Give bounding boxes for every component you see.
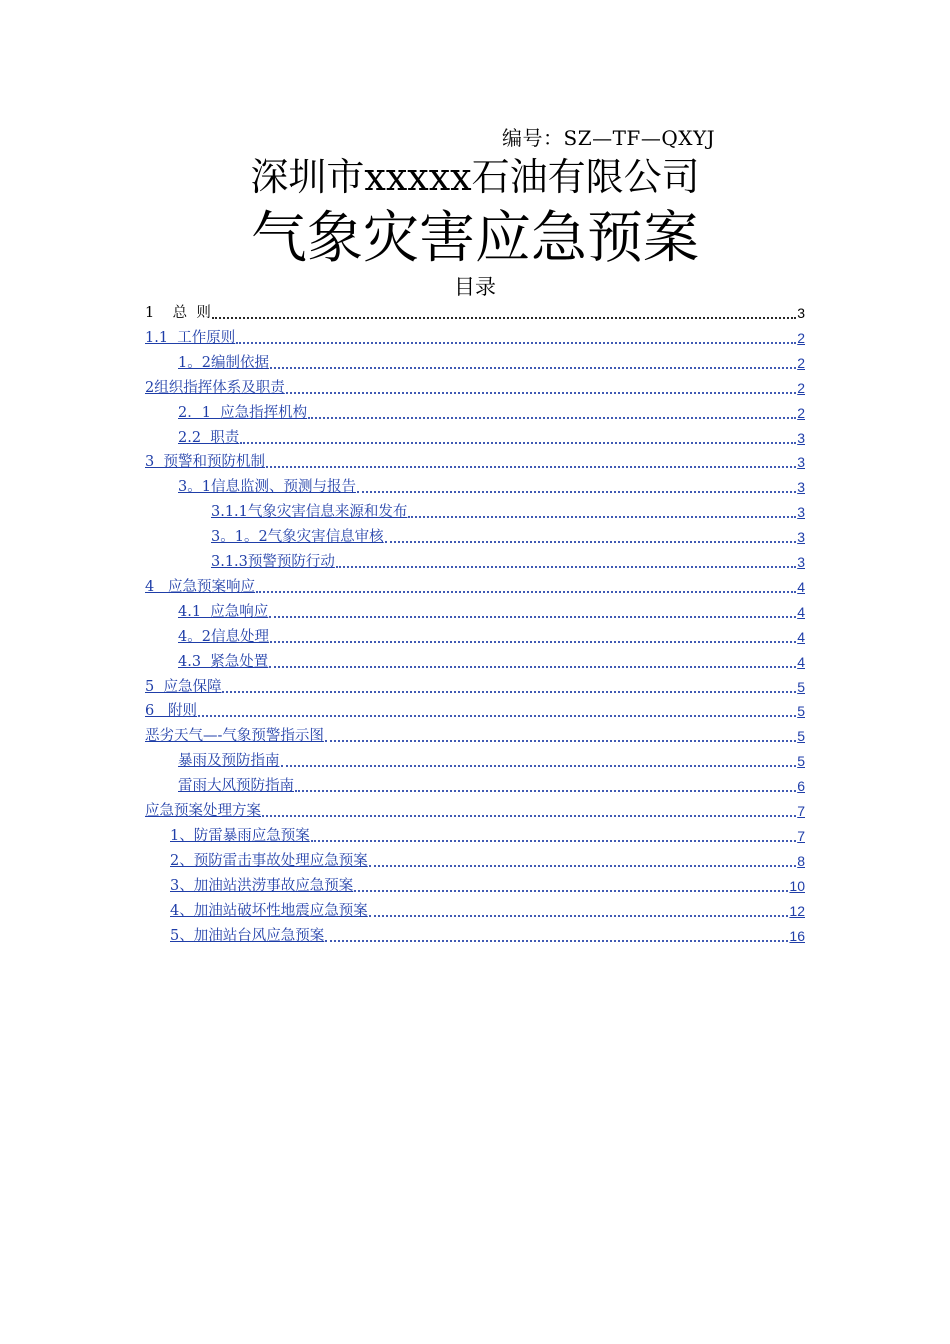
toc-entry[interactable] bbox=[170, 871, 805, 895]
toc-entry[interactable] bbox=[178, 746, 805, 770]
toc-dot-leader bbox=[408, 516, 796, 518]
toc-entry-label: 3.1.1气象灾害信息来源和发布 bbox=[211, 504, 408, 521]
toc-entry[interactable] bbox=[178, 398, 805, 422]
toc-entry-label: 3 预警和预防机制 bbox=[145, 454, 265, 471]
toc-entry-page: 5 bbox=[797, 678, 805, 695]
toc-entry-page: 5 bbox=[797, 728, 805, 745]
toc-entry-page: 3 bbox=[797, 305, 805, 321]
toc-entry[interactable] bbox=[170, 896, 805, 920]
toc-entry-page: 2 bbox=[797, 354, 805, 371]
toc-entry[interactable] bbox=[178, 597, 805, 621]
toc-entry[interactable] bbox=[145, 373, 805, 397]
toc-entry-page: 12 bbox=[789, 902, 805, 919]
toc-dot-leader bbox=[266, 466, 796, 468]
toc-dot-leader bbox=[369, 865, 796, 867]
toc-entry-page: 2 bbox=[797, 379, 805, 396]
toc-entry-page: 8 bbox=[797, 852, 805, 869]
toc-entry[interactable] bbox=[145, 721, 805, 745]
toc-entry-page: 2 bbox=[797, 404, 805, 421]
toc-entry[interactable] bbox=[211, 522, 805, 546]
toc-entry-label: 1、防雷暴雨应急预案 bbox=[170, 827, 310, 844]
toc-dot-leader bbox=[354, 890, 788, 892]
toc-entry-page: 4 bbox=[797, 653, 805, 670]
document-number: 编号：SZ—TF—QXYJ bbox=[502, 126, 716, 150]
toc-entry-label: 5 应急保障 bbox=[145, 678, 222, 695]
toc-entry-page: 3 bbox=[797, 479, 805, 496]
toc-dot-leader bbox=[385, 541, 797, 543]
toc-dot-leader bbox=[236, 342, 796, 344]
toc-entry-page: 3 bbox=[797, 504, 805, 521]
toc-entry-page: 3 bbox=[797, 529, 805, 546]
toc-entry-label: 应急预案处理方案 bbox=[145, 803, 261, 819]
toc-dot-leader bbox=[222, 691, 796, 693]
toc-entry-page: 5 bbox=[797, 703, 805, 720]
toc-entry[interactable] bbox=[145, 696, 805, 720]
toc-entry-page: 16 bbox=[789, 927, 805, 944]
toc-entry-page: 4 bbox=[797, 603, 805, 620]
toc-dot-leader bbox=[357, 491, 796, 493]
toc-entry-label: 2.2 职责 bbox=[178, 429, 240, 446]
toc-entry-page: 3 bbox=[797, 429, 805, 446]
toc-entry-label: 4。2信息处理 bbox=[178, 628, 269, 645]
toc-entry[interactable] bbox=[145, 323, 805, 347]
toc-entry[interactable] bbox=[145, 447, 805, 471]
toc-entry[interactable] bbox=[170, 846, 805, 870]
toc-entry-label: 1 总 则 bbox=[145, 305, 211, 321]
toc-entry-label: 暴雨及预防指南 bbox=[178, 753, 280, 770]
toc-dot-leader bbox=[311, 840, 796, 842]
toc-entry-label: 1.1 工作原则 bbox=[145, 329, 236, 346]
toc-entry-page: 3 bbox=[797, 454, 805, 471]
toc-entry[interactable] bbox=[170, 821, 805, 845]
toc-entry-label: 6 附则 bbox=[145, 703, 198, 720]
toc-entry-page: 7 bbox=[797, 827, 805, 844]
toc-entry-label: 4.1 应急响应 bbox=[178, 603, 269, 620]
document-title: 气象灾害应急预案 bbox=[251, 206, 699, 271]
toc-dot-leader bbox=[240, 442, 796, 444]
toc-entry-page: 6 bbox=[797, 778, 805, 795]
company-title: 深圳市xxxxx石油有限公司 bbox=[250, 155, 700, 199]
toc-entry-page: 3 bbox=[797, 554, 805, 570]
toc-entry[interactable] bbox=[170, 921, 805, 945]
toc-entry bbox=[145, 298, 805, 322]
toc-dot-leader bbox=[308, 417, 796, 419]
toc-entry-page: 7 bbox=[797, 803, 805, 819]
toc-dot-leader bbox=[269, 666, 796, 668]
toc-entry[interactable] bbox=[178, 472, 805, 496]
toc-entry[interactable] bbox=[211, 497, 805, 521]
toc-dot-leader bbox=[325, 740, 796, 742]
toc-entry[interactable] bbox=[145, 572, 805, 596]
toc-dot-leader bbox=[325, 940, 788, 942]
toc-entry-page: 4 bbox=[797, 578, 805, 595]
toc-dot-leader bbox=[281, 765, 797, 767]
toc-dot-leader bbox=[270, 367, 796, 369]
toc-dot-leader bbox=[262, 815, 796, 817]
toc-entry-page: 2 bbox=[797, 329, 805, 346]
toc-entry-page: 10 bbox=[789, 877, 805, 894]
toc-entry-label: 4.3 紧急处置 bbox=[178, 653, 269, 670]
toc-entry[interactable] bbox=[178, 423, 805, 447]
toc-entry-label: 3。1信息监测、预测与报告 bbox=[178, 479, 356, 496]
toc-entry-label: 3。1。2气象灾害信息审核 bbox=[211, 529, 384, 546]
toc-entry-label: 雷雨大风预防指南 bbox=[178, 778, 294, 795]
toc-heading: 目录 bbox=[454, 275, 496, 299]
toc-entry-label: 4、加油站破坏性地震应急预案 bbox=[170, 902, 368, 919]
toc-entry[interactable] bbox=[145, 672, 805, 696]
toc-entry-label: 1。2编制依据 bbox=[178, 354, 269, 371]
toc-entry-label: 3.1.3预警预防行动 bbox=[211, 554, 335, 570]
toc-entry-page: 5 bbox=[797, 753, 805, 770]
toc-entry-label: 2、预防雷击事故处理应急预案 bbox=[170, 852, 368, 869]
toc-entry[interactable] bbox=[178, 622, 805, 646]
toc-dot-leader bbox=[270, 641, 796, 643]
toc-entry-label: 4 应急预案响应 bbox=[145, 578, 256, 595]
toc-entry-label: 2组织指挥体系及职责 bbox=[145, 379, 285, 396]
toc-dot-leader bbox=[256, 591, 796, 593]
toc-entry-label: 2．1 应急指挥机构 bbox=[178, 404, 308, 421]
toc-entry[interactable] bbox=[178, 647, 805, 671]
toc-dot-leader bbox=[336, 566, 796, 568]
toc-entry-page: 4 bbox=[797, 628, 805, 645]
toc-dot-leader bbox=[269, 616, 796, 618]
toc-entry[interactable] bbox=[211, 547, 805, 571]
toc-dot-leader bbox=[295, 790, 796, 792]
toc-entry-label: 5、加油站台风应急预案 bbox=[170, 927, 325, 944]
toc-dot-leader bbox=[198, 715, 796, 717]
toc-entry[interactable] bbox=[145, 796, 805, 820]
toc-dot-leader bbox=[369, 915, 789, 917]
toc-entry-label: 恶劣天气—-气象预警指示图 bbox=[145, 728, 324, 745]
toc-entry[interactable] bbox=[178, 348, 805, 372]
toc-entry-label: 3、加油站洪涝事故应急预案 bbox=[170, 877, 354, 894]
toc-dot-leader bbox=[286, 392, 796, 394]
toc-entry[interactable] bbox=[178, 771, 805, 795]
toc-dot-leader bbox=[212, 317, 796, 319]
